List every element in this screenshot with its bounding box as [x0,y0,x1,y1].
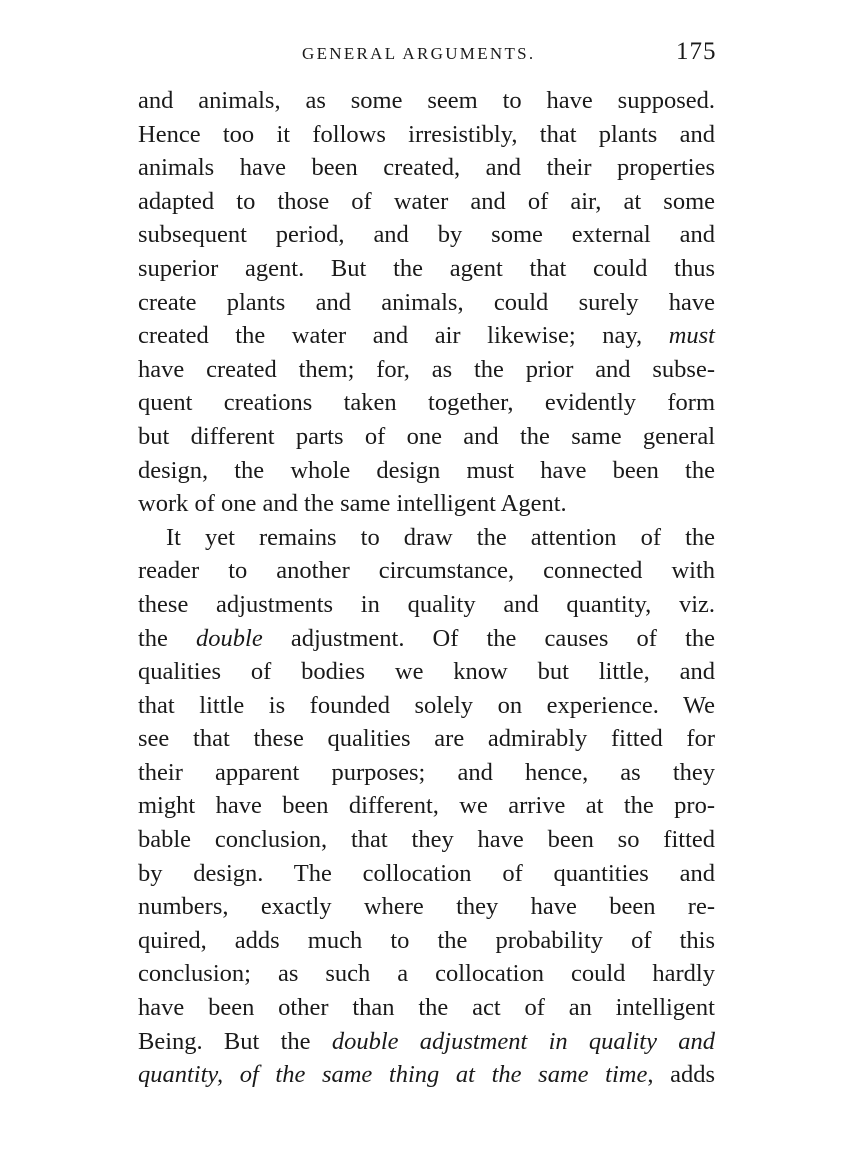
paragraph [138,84,715,521]
paragraph [138,521,715,1092]
text-line [138,1025,715,1059]
text-segment: , adds [647,1061,715,1089]
text-line [138,185,715,219]
text-segment: that little is founded solely on experience. We [138,691,715,719]
text-segment: created the water and air likewise; nay, [138,322,669,350]
text-line [138,521,715,555]
text-segment: adapted to those of water and of air, at some [138,187,715,215]
text-segment: create plants and animals, could surely have [138,288,715,316]
text-line [138,722,715,756]
text-line [138,319,715,353]
text-segment: reader to another circumstance, connected with [138,557,715,585]
text-line [138,991,715,1025]
text-line [138,420,715,454]
body-text [138,84,715,1092]
text-segment: design, the whole design must have been the [138,456,715,484]
text-segment: quent creations taken together, evidently form [138,389,715,417]
text-line [138,454,715,488]
text-line [138,218,715,252]
text-line [138,857,715,891]
text-segment: have created them; for, as the prior and subse- [138,355,715,383]
italic-text: double adjustment in quality and [331,1027,715,1055]
text-line [138,353,715,387]
text-segment: have been other than the act of an intelligent [138,994,715,1022]
text-line [138,151,715,185]
text-line [138,252,715,286]
page-number: 175 [676,38,717,65]
text-segment: Hence too it follows irresistibly, that plants and [138,120,715,148]
text-segment: superior agent. But the agent that could thus [138,254,715,282]
text-segment: bable conclusion, that they have been so fitted [138,826,715,854]
text-line [138,487,715,521]
text-line [138,588,715,622]
text-segment: animals have been created, and their properties [138,154,715,182]
text-line [138,84,715,118]
text-segment: quired, adds much to the probability of this [138,926,715,954]
text-segment: work of one and the same intelligent Agent. [138,490,567,518]
italic-text: double [196,624,263,652]
text-line [138,924,715,958]
text-segment: these adjustments in quality and quantity, viz. [138,590,715,618]
text-line [138,756,715,790]
running-head [0,38,850,74]
text-segment: adjustment. Of the causes of the [262,624,715,652]
text-line [138,622,715,656]
text-line [138,554,715,588]
text-segment: and animals, as some seem to have supposed. [138,87,715,114]
text-segment: conclusion; as such a collocation could hardly [138,960,715,988]
text-line [138,655,715,689]
text-segment: by design. The collocation of quantities and [138,859,715,887]
italic-text: must [668,322,715,350]
text-segment: It yet remains to draw the attention of the [166,523,715,551]
text-line [138,957,715,991]
text-segment: the [138,624,197,652]
text-segment: Being. But the [138,1027,332,1055]
text-segment: qualities of bodies we know but little, and [138,658,715,686]
text-segment: subsequent period, and by some external and [138,221,715,249]
text-line [138,890,715,924]
text-line [138,386,715,420]
text-segment: numbers, exactly where they have been re- [138,893,715,921]
text-line [138,689,715,723]
text-segment: their apparent purposes; and hence, as they [138,758,715,786]
text-segment: see that these qualities are admirably fitted for [138,725,715,753]
text-line [138,118,715,152]
text-line [138,789,715,823]
text-segment: might have been different, we arrive at the pro- [138,792,715,820]
text-segment: but different parts of one and the same general [138,422,715,450]
text-line [138,1058,715,1092]
text-line [138,823,715,857]
running-title: GENERAL ARGUMENTS. [302,44,536,63]
text-line [138,286,715,320]
italic-text: quantity, of the same thing at the same time [138,1061,648,1089]
